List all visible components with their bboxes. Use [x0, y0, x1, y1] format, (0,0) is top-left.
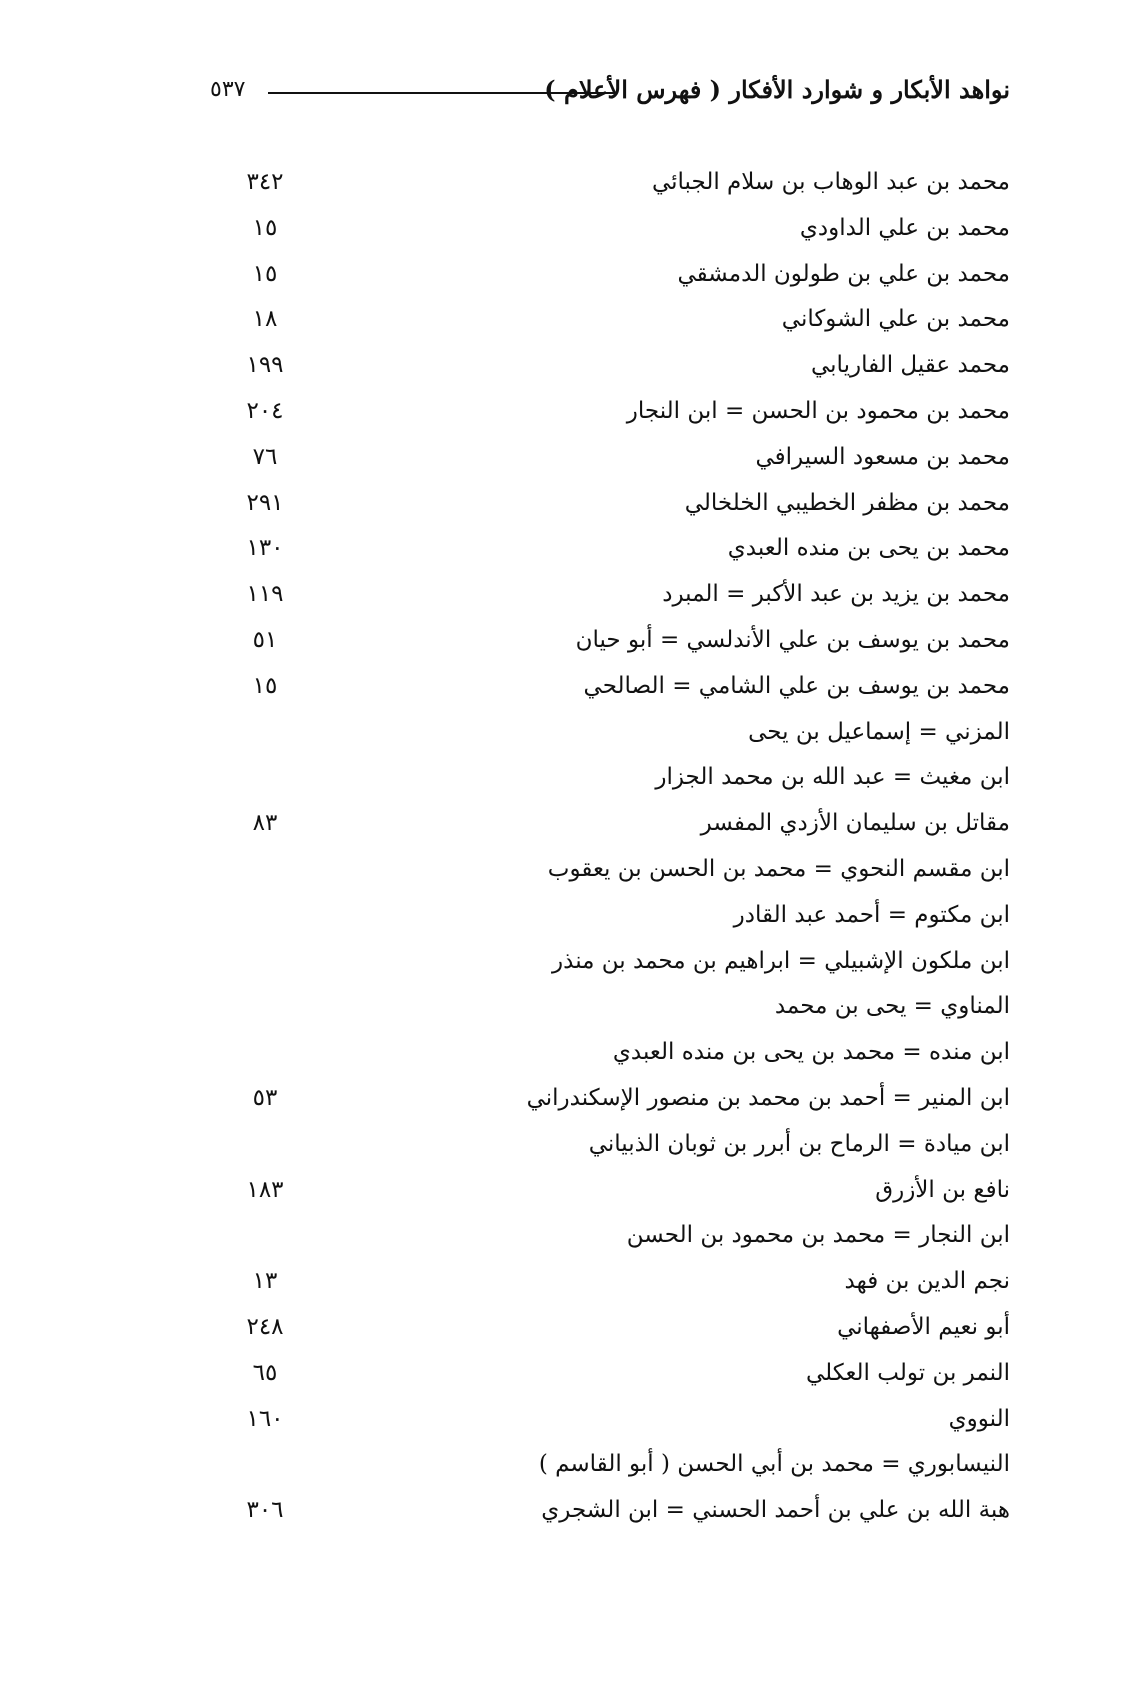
entry-page-number: ١٨٣	[246, 1176, 284, 1203]
entry-name: محمد بن مسعود السيرافي	[755, 443, 1010, 470]
index-entry	[230, 1173, 1010, 1219]
entry-name: محمد بن محمود بن الحسن = ابن النجار	[626, 397, 1010, 424]
index-entry	[230, 1447, 1010, 1493]
index-entry	[230, 531, 1010, 577]
index-entry	[230, 577, 1010, 623]
entry-name: ابن النجار = محمد بن محمود بن الحسن	[626, 1222, 1010, 1249]
index-entry	[230, 1081, 1010, 1127]
index-entry	[230, 623, 1010, 669]
entry-name: النيسابوري = محمد بن أبي الحسن ( أبو القاسم )	[538, 1451, 1010, 1478]
running-title: نواهد الأبكار و شوارد الأفكار ( فهرس الأعلام )	[544, 75, 1010, 104]
index-entry	[230, 760, 1010, 806]
index-entry	[230, 211, 1010, 257]
entry-page-number: ١٥	[252, 260, 278, 287]
entry-page-number: ١٩٩	[246, 352, 284, 379]
entry-page-number: ٥١	[252, 626, 278, 653]
index-entry	[230, 715, 1010, 761]
page-header	[210, 70, 1010, 110]
index-entry	[230, 302, 1010, 348]
entry-name: محمد بن علي الشوكاني	[781, 306, 1010, 333]
index-entry	[230, 440, 1010, 486]
entry-name: النووي	[948, 1405, 1010, 1432]
page-number: ٥٣٧	[210, 77, 246, 102]
entry-page-number: ١٥	[252, 214, 278, 241]
entry-name: المناوي = يحى بن محمد	[774, 993, 1010, 1020]
index-entry	[230, 1127, 1010, 1173]
entry-name: نافع بن الأزرق	[875, 1176, 1010, 1203]
index-entry	[230, 257, 1010, 303]
index-entry	[230, 486, 1010, 532]
index-entry	[230, 898, 1010, 944]
index-entry	[230, 1264, 1010, 1310]
entry-page-number: ٨٣	[252, 810, 278, 837]
index-entry	[230, 394, 1010, 440]
entry-page-number: ٣٠٦	[246, 1497, 284, 1524]
entry-name: محمد بن علي الداودي	[799, 214, 1010, 241]
entry-name: محمد بن يزيد بن عبد الأكبر = المبرد	[662, 581, 1010, 608]
entry-name: محمد بن عبد الوهاب بن سلام الجبائي	[651, 169, 1010, 195]
entry-name: محمد بن علي بن طولون الدمشقي	[677, 260, 1010, 287]
entry-page-number: ٢٤٨	[246, 1313, 284, 1340]
entry-name: محمد بن يوسف بن علي الشامي = الصالحي	[583, 672, 1010, 699]
entry-page-number: ٧٦	[252, 443, 278, 470]
entry-name: ابن ميادة = الرماح بن أبرر بن ثوبان الذبياني	[588, 1130, 1010, 1157]
entry-name: محمد عقيل الفاريابي	[810, 352, 1010, 379]
entry-page-number: ١٨	[252, 306, 278, 333]
entry-name: نجم الدين بن فهد	[844, 1268, 1010, 1295]
entry-page-number: ٣٤٢	[246, 169, 284, 195]
entry-name: المزني = إسماعيل بن يحى	[748, 718, 1010, 745]
entry-name: ابن مغيث = عبد الله بن محمد الجزار	[655, 764, 1010, 791]
entry-name: ابن المنير = أحمد بن محمد بن منصور الإسكندراني	[526, 1084, 1010, 1111]
entry-name: أبو نعيم الأصفهاني	[837, 1313, 1010, 1340]
entry-page-number: ١٥	[252, 672, 278, 699]
entry-page-number: ٥٣	[252, 1084, 278, 1111]
index-entry	[230, 852, 1010, 898]
entry-page-number: ١٦٠	[246, 1405, 284, 1432]
index-entry	[230, 1356, 1010, 1402]
entry-name: ابن منده = محمد بن يحى بن منده العبدي	[612, 1039, 1010, 1066]
index-entry	[230, 806, 1010, 852]
entry-name: ابن مكتوم = أحمد عبد القادر	[733, 901, 1010, 928]
entry-name: النمر بن تولب العكلي	[805, 1359, 1010, 1386]
index-entry	[230, 1402, 1010, 1448]
entry-page-number: ٢٩١	[246, 489, 284, 516]
entry-page-number: ١١٩	[246, 581, 284, 608]
entry-page-number: ٢٠٤	[246, 397, 284, 424]
index-of-names	[230, 165, 1010, 1539]
entry-page-number: ٦٥	[252, 1359, 278, 1386]
entry-name: محمد بن يحى بن منده العبدي	[727, 535, 1010, 562]
entry-page-number: ١٣	[252, 1268, 278, 1295]
index-entry	[230, 1493, 1010, 1539]
index-entry	[230, 348, 1010, 394]
index-entry	[230, 1218, 1010, 1264]
index-entry	[230, 989, 1010, 1035]
entry-name: ابن ملكون الإشبيلي = ابراهيم بن محمد بن منذر	[552, 947, 1010, 974]
entry-name: محمد بن يوسف بن علي الأندلسي = أبو حيان	[575, 626, 1010, 653]
index-entry	[230, 1035, 1010, 1081]
header-rule	[268, 92, 615, 94]
entry-name: محمد بن مظفر الخطيبي الخلخالي	[684, 489, 1010, 516]
index-entry	[230, 1310, 1010, 1356]
entry-page-number: ١٣٠	[246, 535, 284, 562]
entry-name: هبة الله بن علي بن أحمد الحسني = ابن الشجري	[541, 1497, 1010, 1524]
entry-name: مقاتل بن سليمان الأزدي المفسر	[700, 810, 1010, 837]
index-entry	[230, 669, 1010, 715]
index-entry	[230, 944, 1010, 990]
entry-name: ابن مقسم النحوي = محمد بن الحسن بن يعقوب	[547, 855, 1010, 882]
index-entry	[230, 165, 1010, 211]
